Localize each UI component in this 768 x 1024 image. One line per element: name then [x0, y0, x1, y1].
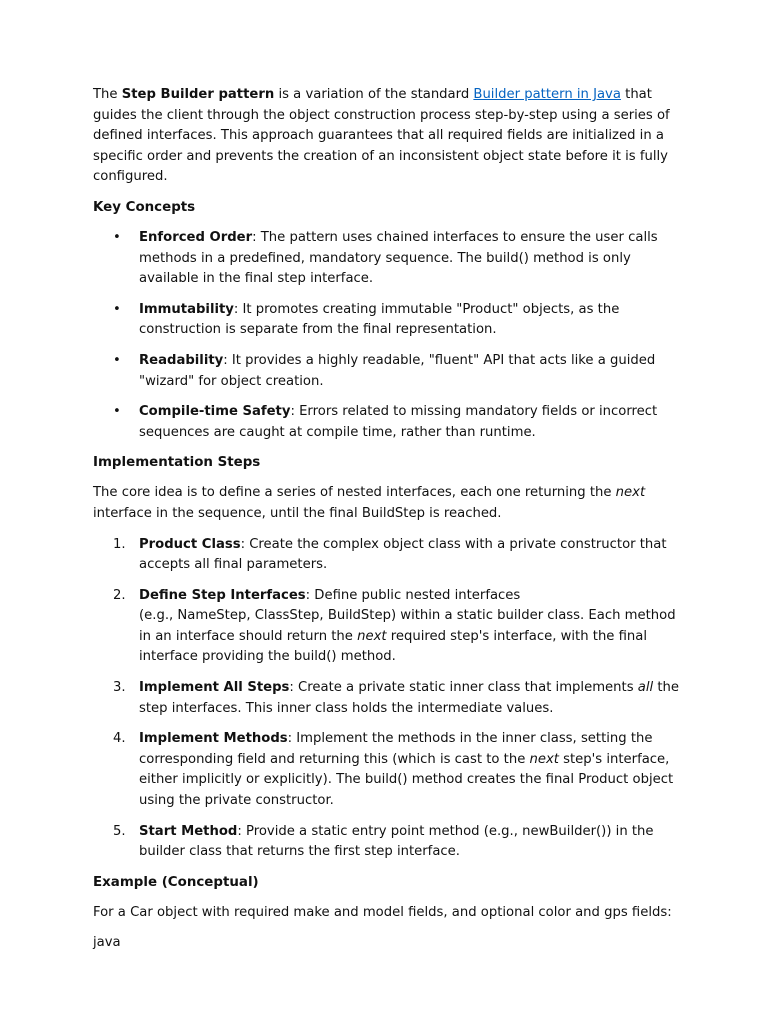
step-text: : Provide a static entry point method (e.g., newBuilder()) in the builder class that returns the first step interface.: [139, 823, 654, 860]
list-item: [93, 729, 683, 811]
builder-pattern-link[interactable]: Builder pattern in Java: [473, 87, 621, 102]
code-language-label: java: [93, 935, 121, 951]
concept-term: Readability: [139, 352, 224, 368]
step-term: Product Class: [139, 536, 241, 552]
concept-term: Compile-time Safety: [139, 404, 291, 420]
bullet-icon: •: [113, 352, 121, 368]
list-item: [93, 535, 683, 576]
impl-intro-pre: The core idea is to define a series of nested interfaces, each one returning the: [93, 485, 616, 501]
list-item: [93, 678, 683, 719]
step-text: step's interface, either implicitly or explicitly). The build() method creates the final Product object using the private constructor.: [139, 751, 674, 809]
implementation-steps-list: [93, 535, 683, 863]
example-heading: Example (Conceptual): [93, 874, 259, 890]
concept-term: Immutability: [139, 301, 234, 317]
example-description: For a Car object with required make and model fields, and optional color and gps fields:: [93, 904, 672, 920]
step-term: Implement Methods: [139, 731, 288, 747]
concept-text: : It provides a highly readable, "fluent" API that acts like a guided "wizard" for object creation.: [139, 352, 656, 389]
list-item: [93, 228, 683, 290]
implementation-intro: [93, 483, 683, 524]
step-emphasis: all: [637, 680, 654, 696]
intro-paragraph: [93, 85, 683, 188]
document-body: [93, 85, 683, 954]
step-text: (e.g., NameStep, ClassStep, BuildStep) within a static builder class. Each method in an interface should return the: [139, 608, 676, 644]
step-text: : Define public nested interfaces: [305, 587, 521, 603]
bullet-icon: •: [113, 301, 121, 317]
intro-pre: The: [93, 87, 122, 102]
impl-intro-post: interface in the sequence, until the final BuildStep is reached.: [93, 505, 502, 521]
step-text: : Create the complex object class with a private constructor that accepts all final parameters.: [139, 536, 667, 573]
list-item: [93, 822, 683, 863]
list-item: [93, 402, 683, 443]
step-term: Start Method: [139, 823, 238, 839]
step-text: : Implement the methods in the inner class, setting the corresponding field and returning this (which is cast to the: [139, 731, 653, 767]
concept-text: : Errors related to missing mandatory fields or incorrect sequences are caught at compile time, rather than runtime.: [139, 404, 658, 440]
bullet-icon: •: [113, 404, 121, 420]
concept-text: : It promotes creating immutable "Product" objects, as the construction is separate from the final representation.: [139, 301, 620, 338]
step-number: 1.: [113, 536, 126, 552]
implementation-steps-heading: Implementation Steps: [93, 455, 261, 471]
concept-term: Enforced Order: [139, 229, 253, 245]
intro-post: that guides the client through the object construction process step-by-step using a series of defined interfaces. This approach guarantees that all required fields are initialized in a specific order and prevents the creation of an inconsistent object state before it is fully configured.: [93, 87, 670, 185]
key-concepts-heading: Key Concepts: [93, 199, 196, 215]
step-number: 2.: [113, 587, 126, 603]
step-text: the step interfaces. This inner class holds the intermediate values.: [139, 680, 680, 716]
step-number: 3.: [113, 680, 126, 696]
intro-bold-term: Step Builder pattern: [121, 87, 275, 102]
concept-text: : The pattern uses chained interfaces to ensure the user calls methods in a predefined, mandatory sequence. The build() method is only available in the final step interface.: [139, 229, 658, 287]
list-item: [93, 351, 683, 392]
step-term: Define Step Interfaces: [139, 587, 306, 603]
step-text: required step's interface, with the final interface providing the build() method.: [139, 628, 648, 665]
step-text: : Create a private static inner class that implements: [289, 680, 638, 696]
step-emphasis: next: [357, 628, 387, 644]
step-number: 5.: [113, 823, 126, 839]
list-item: [93, 300, 683, 341]
list-item: [93, 586, 683, 668]
step-term: Implement All Steps: [139, 680, 290, 696]
impl-intro-emphasis: next: [615, 485, 646, 501]
step-emphasis: next: [529, 751, 559, 767]
bullet-icon: •: [113, 229, 121, 245]
intro-mid: is a variation of the standard: [274, 87, 474, 102]
key-concepts-list: [93, 228, 683, 443]
step-number: 4.: [113, 731, 126, 747]
